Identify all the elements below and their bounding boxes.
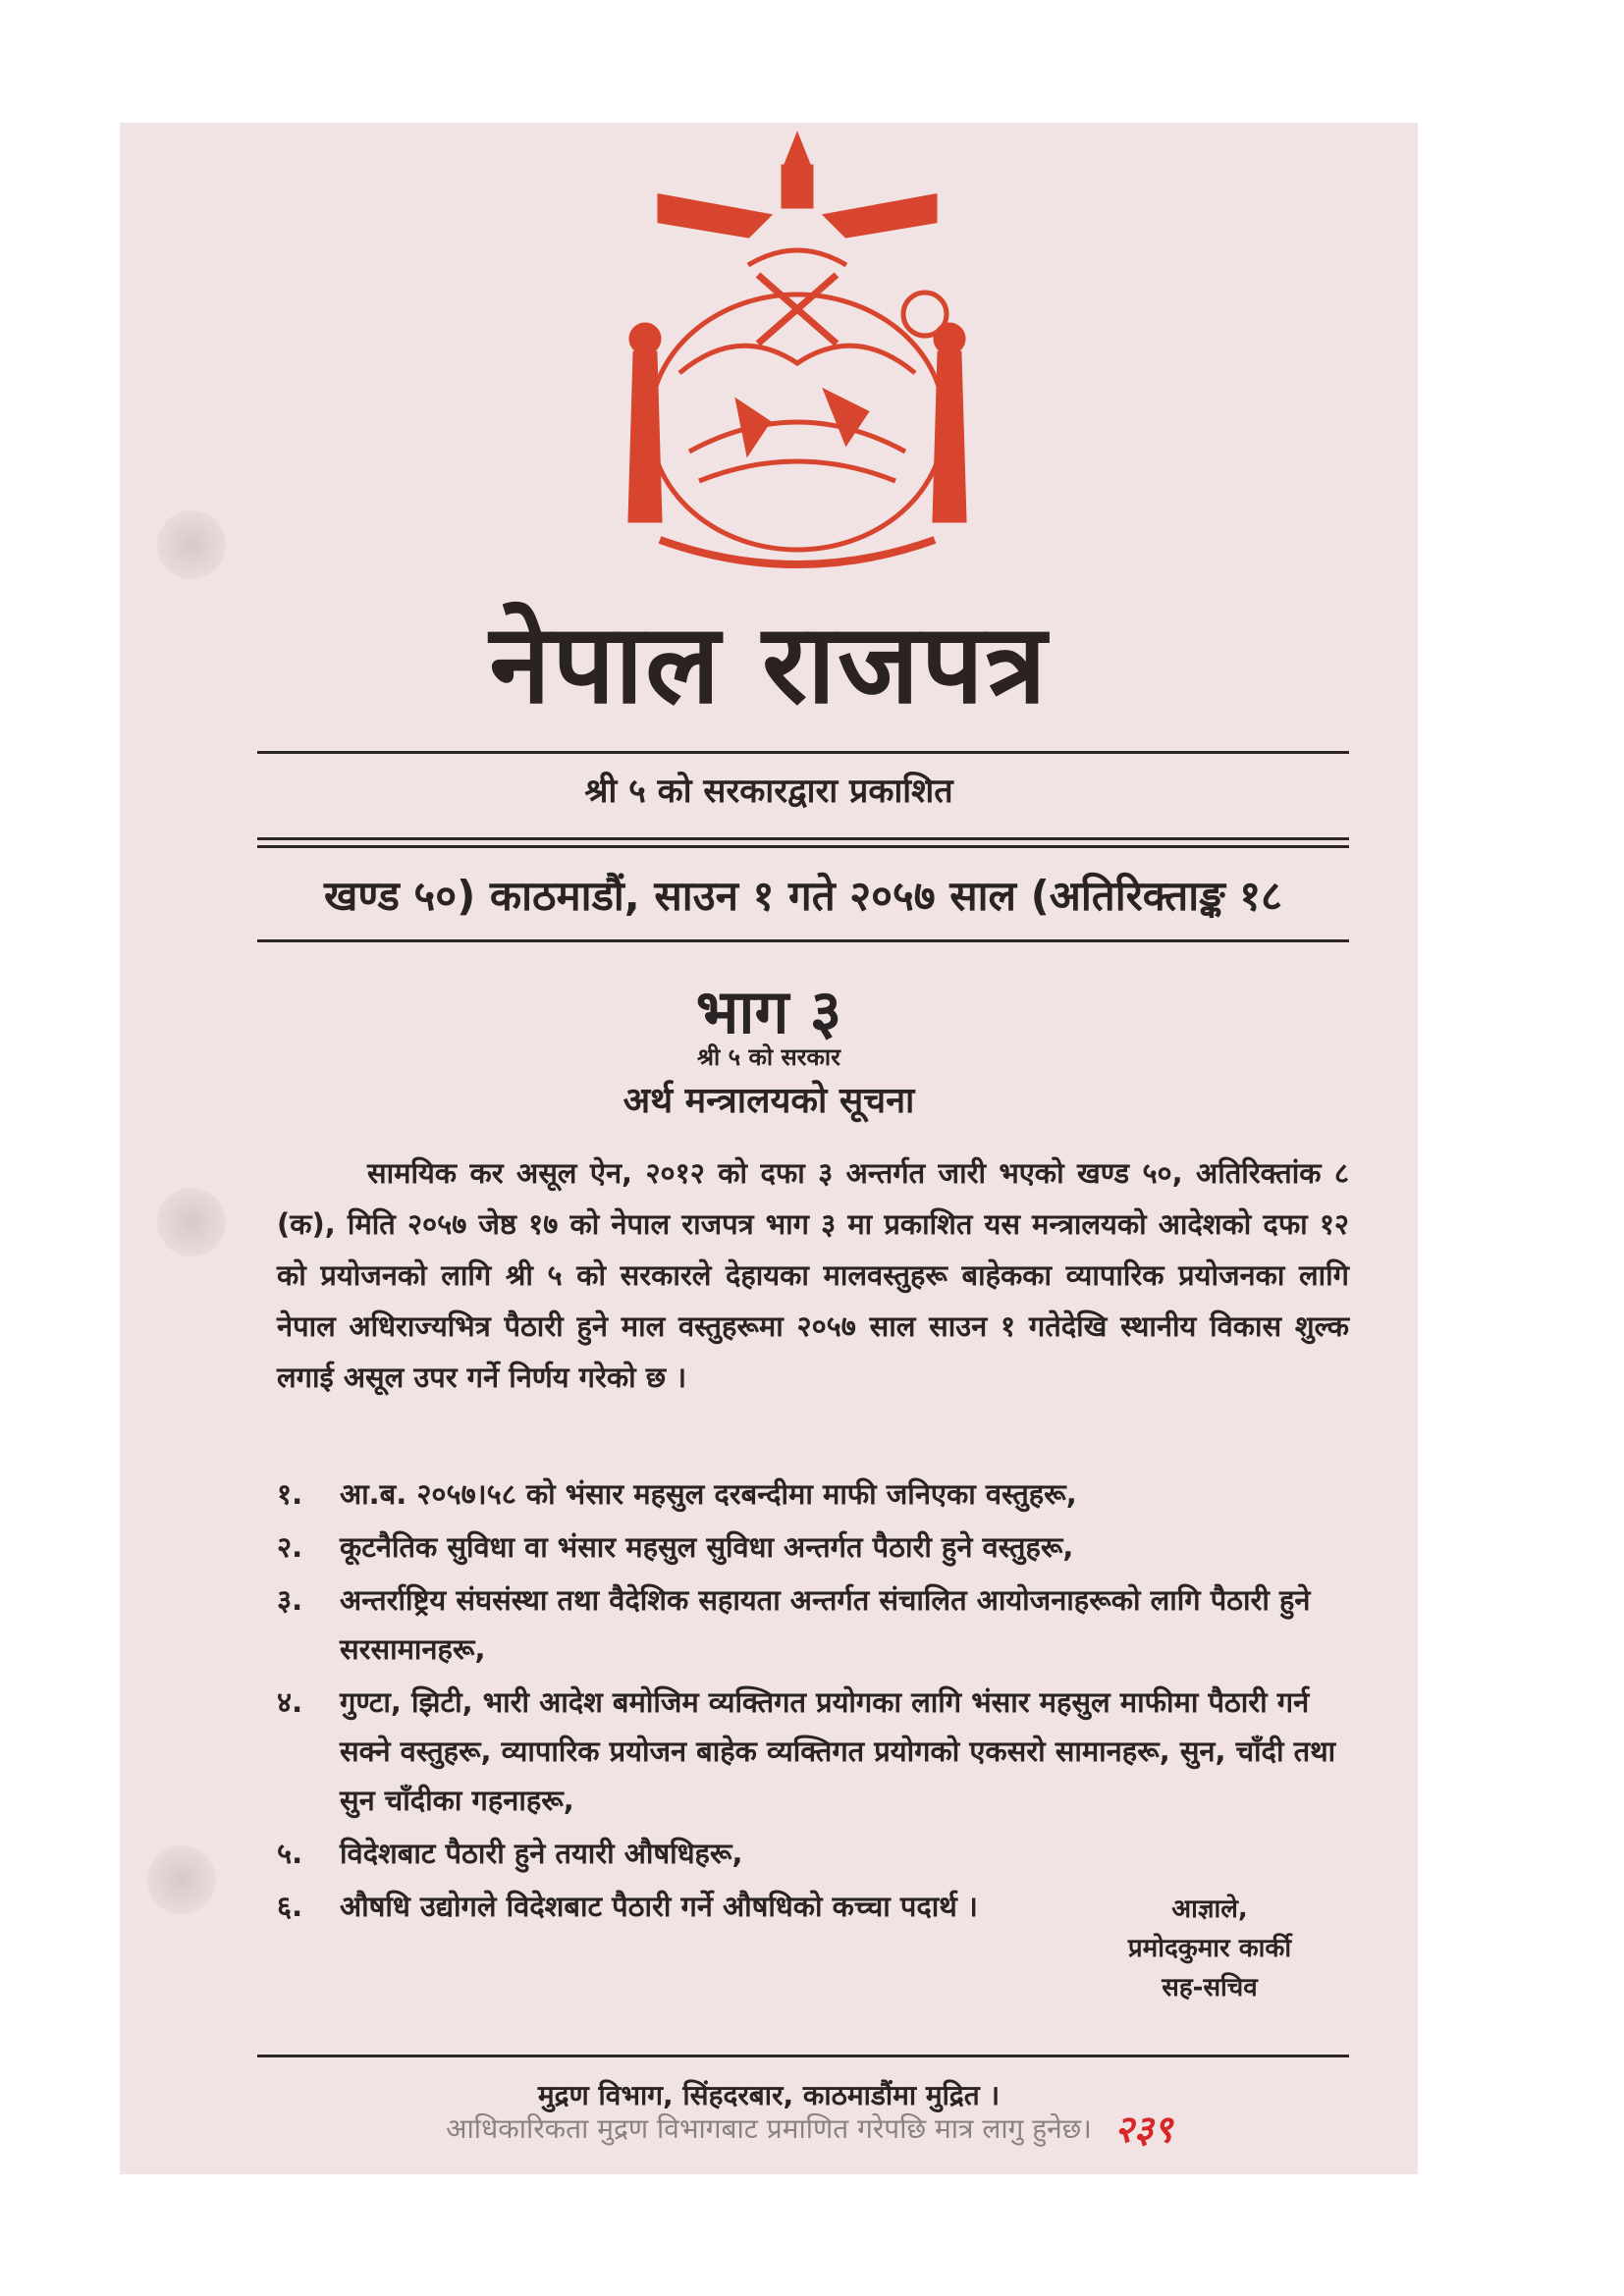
list-item-number: २. [277,1530,303,1564]
paper-smudge [157,1188,226,1256]
national-emblem-icon [601,128,994,579]
signature-order: आज्ञाले, [1171,1895,1248,1924]
authentication-note: आधिकारिकता मुद्रण विभागबाट प्रमाणित गरेपछि मात्र लागु हुनेछ। [446,2112,1092,2145]
divider [257,845,1349,848]
list-item [277,1469,1349,1519]
printer-line: मुद्रण विभाग, सिंहदरबार, काठमाडौंमा मुद्रित । [537,2079,1001,2111]
divider [257,837,1349,840]
signature-block [1062,1890,1357,2007]
gazette-title: नेपाल राजपत्र [489,601,1049,728]
list-item-text: गुण्टा, झिटी, भारी आदेश बमोजिम व्यक्तिगत प्रयोगका लागि भंसार महसुल माफीमा पैठारी गर्न सक्ने वस्तुहरू, व्यापारिक प्रयोजन बाहेक व्यक्तिगत प्रयोगको एकसरो सामानहरू, सुन, चाँदी तथा सुन चाँदीका गहनाहरू, [340,1685,1336,1817]
list-item [277,1678,1349,1825]
list-item-number: ३. [277,1583,303,1617]
list-item [277,1522,1349,1572]
signatory-designation: सह-सचिव [1162,1973,1258,2002]
government-heading: श्री ५ को सरकार [697,1043,840,1071]
paper-smudge [157,510,226,579]
notice-body [277,1148,1349,1403]
footer-divider [257,2055,1349,2057]
exemption-list [277,1469,1349,1935]
signatory-name: प्रमोदकुमार कार्की [1127,1934,1292,1963]
list-item-text: कूटनैतिक सुविधा वा भंसार महसुल सुविधा अन्तर्गत पैठारी हुने वस्तुहरू, [340,1530,1074,1564]
page-number-stamp: २३९ [1114,2108,1173,2151]
list-item-number: १. [277,1477,303,1511]
list-item-number: ५. [277,1837,303,1870]
notice-title: अर्थ मन्त्रालयको सूचना [623,1081,915,1121]
notice-body-text: सामयिक कर असूल ऐन, २०१२ को दफा ३ अन्तर्गत जारी भएको खण्ड ५०, अतिरिक्तांक ८ (क), मिति २०५७ जेष्ठ १७ को नेपाल राजपत्र भाग ३ मा प्रकाशित यस मन्त्रालयको आदेशको दफा १२ को प्रयोजनको लागि श्री ५ को सरकारले देहायका मालवस्तुहरू बाहेकका व्यापारिक प्रयोजनका लागि नेपाल अधिराज्यभित्र पैठारी हुने माल वस्तुहरूमा २०५७ साल साउन १ गतेदेखि स्थानीय विकास शुल्क लगाई असूल उपर गर्ने निर्णय गरेको छ । [277,1156,1349,1394]
divider [257,939,1349,942]
list-item [277,1575,1349,1674]
paper-smudge [147,1845,216,1914]
publisher-line: श्री ५ को सरकारद्वारा प्रकाशित [584,772,953,811]
list-item-number: ४. [277,1685,303,1719]
list-item [277,1829,1349,1878]
list-item-text: आ.ब. २०५७।५८ को भंसार महसुल दरबन्दीमा माफी जनिएका वस्तुहरू, [340,1477,1077,1511]
issue-line: खण्ड ५०) काठमाडौं, साउन १ गते २०५७ साल (अतिरिक्ताङ्क १८ [324,872,1282,920]
part-heading: भाग ३ [695,976,842,1047]
gazette-page [120,123,1418,2174]
list-item-number: ६. [277,1890,303,1923]
top-divider [257,751,1349,754]
list-item-text: औषधि उद्योगले विदेशबाट पैठारी गर्ने औषधिको कच्चा पदार्थ । [340,1890,978,1923]
list-item-text: विदेशबाट पैठारी हुने तयारी औषधिहरू, [340,1837,743,1870]
list-item-text: अन्तर्राष्ट्रिय संघसंस्था तथा वैदेशिक सहायता अन्तर्गत संचालित आयोजनाहरूको लागि पैठारी हुने सरसामानहरू, [340,1583,1311,1666]
